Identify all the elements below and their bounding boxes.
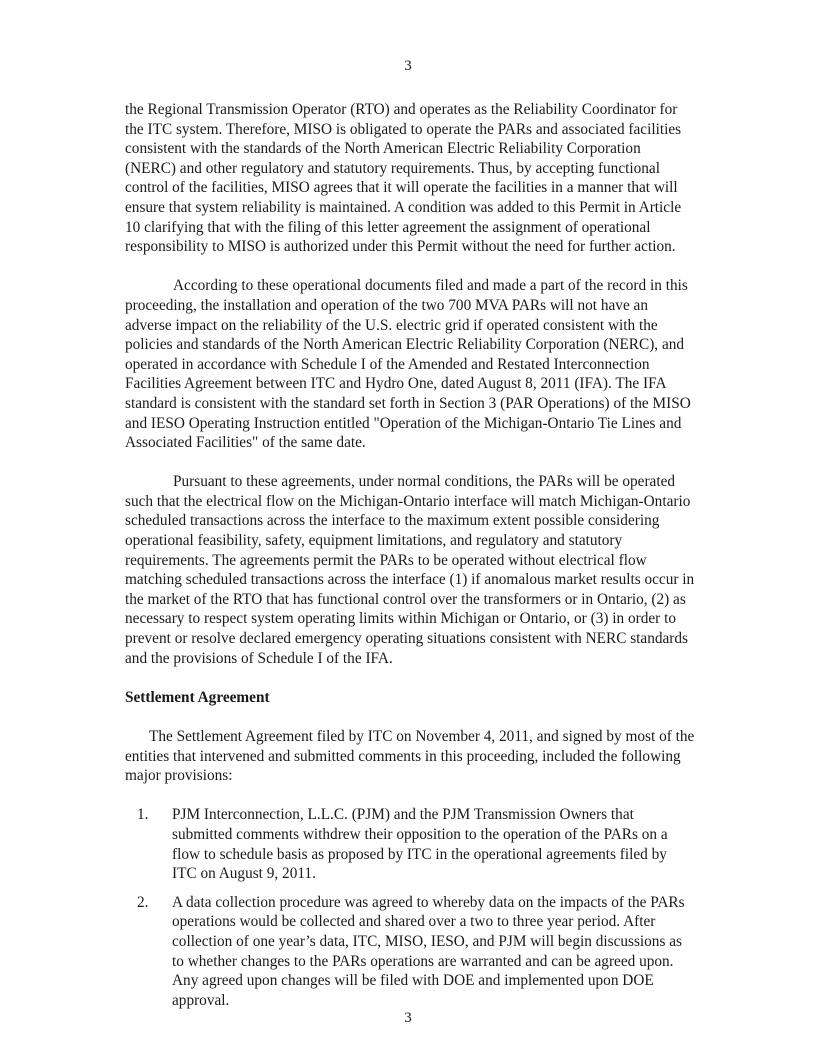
page-number-bottom: 3 <box>404 1010 412 1026</box>
provisions-list <box>125 805 695 1010</box>
page-number-top: 3 <box>404 58 412 74</box>
paragraph-pursuant-agreements: Pursuant to these agreements, under normal conditions, the PARs will be operated such that the electrical flow on the Michigan-Ontario interface will match Michigan-Ontario scheduled transactions across the interface to the maximum extent possible considering operational feasibility, safety, equipment limitations, and regulatory and statutory requirements. The agreements permit the PARs to be operated without electrical flow matching scheduled transactions across the interface (1) if anomalous market results occur in the market of the RTO that has functional control over the transformers or in Ontario, (2) as necessary to respect system operating limits within Michigan or Ontario, or (3) in order to prevent or resolve declared emergency operating situations consistent with NERC standards and the provisions of Schedule I of the IFA. <box>125 473 695 667</box>
paragraph-settlement-intro: The Settlement Agreement filed by ITC on November 4, 2011, and signed by most of the entities that intervened and submitted comments in this proceeding, included the following major provisions: <box>125 728 695 785</box>
provision-number: 1. <box>137 806 149 824</box>
paragraph-operational-documents: According to these operational documents filed and made a part of the record in this proceeding, the installation and operation of the two 700 MVA PARs will not have an adverse impact on the reliability of the U.S. electric grid if operated consistent with the policies and standards of the North American Electric Reliability Corporation (NERC), and operated in accordance with Schedule I of the Amended and Restated Interconnection Facilities Agreement between ITC and Hydro One, dated August 8, 2011 (IFA). The IFA standard is consistent with the standard set forth in Section 3 (PAR Operations) of the MISO and IESO Operating Instruction entitled "Operation of the Michigan-Ontario Tie Lines and Associated Facilities" of the same date. <box>125 277 691 452</box>
provision-item <box>137 893 695 1011</box>
paragraph-continued: the Regional Transmission Operator (RTO) and operates as the Reliability Coordinator for the ITC system. Therefore, MISO is obligated to operate the PARs and associated facilities consistent with the standards of the North American Electric Reliability Corporation (NERC) and other regulatory and statutory requirements. Thus, by accepting functional control of the facilities, MISO agrees that it will operate the facilities in a manner that will ensure that system reliability is maintained. A condition was added to this Permit in Article 10 clarifying that with the filing of this letter agreement the assignment of operational responsibility to MISO is authorized under this Permit without the need for further action. <box>125 101 682 256</box>
document-body <box>125 100 695 1019</box>
provision-text: A data collection procedure was agreed to whereby data on the impacts of the PARs operations would be collected and shared over a two to three year period. After collection of one year’s data, ITC, MISO, IESO, and PJM will begin discussions as to whether changes to the PARs operations are warranted and can be agreed upon. Any agreed upon changes will be filed with DOE and implemented upon DOE approval. <box>172 893 685 1009</box>
provision-number: 2. <box>137 893 149 911</box>
provision-text: PJM Interconnection, L.L.C. (PJM) and the PJM Transmission Owners that submitted comments withdrew their opposition to the operation of the PARs on a flow to schedule basis as proposed by ITC in the operational agreements filed by ITC on August 9, 2011. <box>172 806 668 883</box>
provision-item <box>137 805 695 883</box>
section-heading-settlement: Settlement Agreement <box>125 688 270 706</box>
